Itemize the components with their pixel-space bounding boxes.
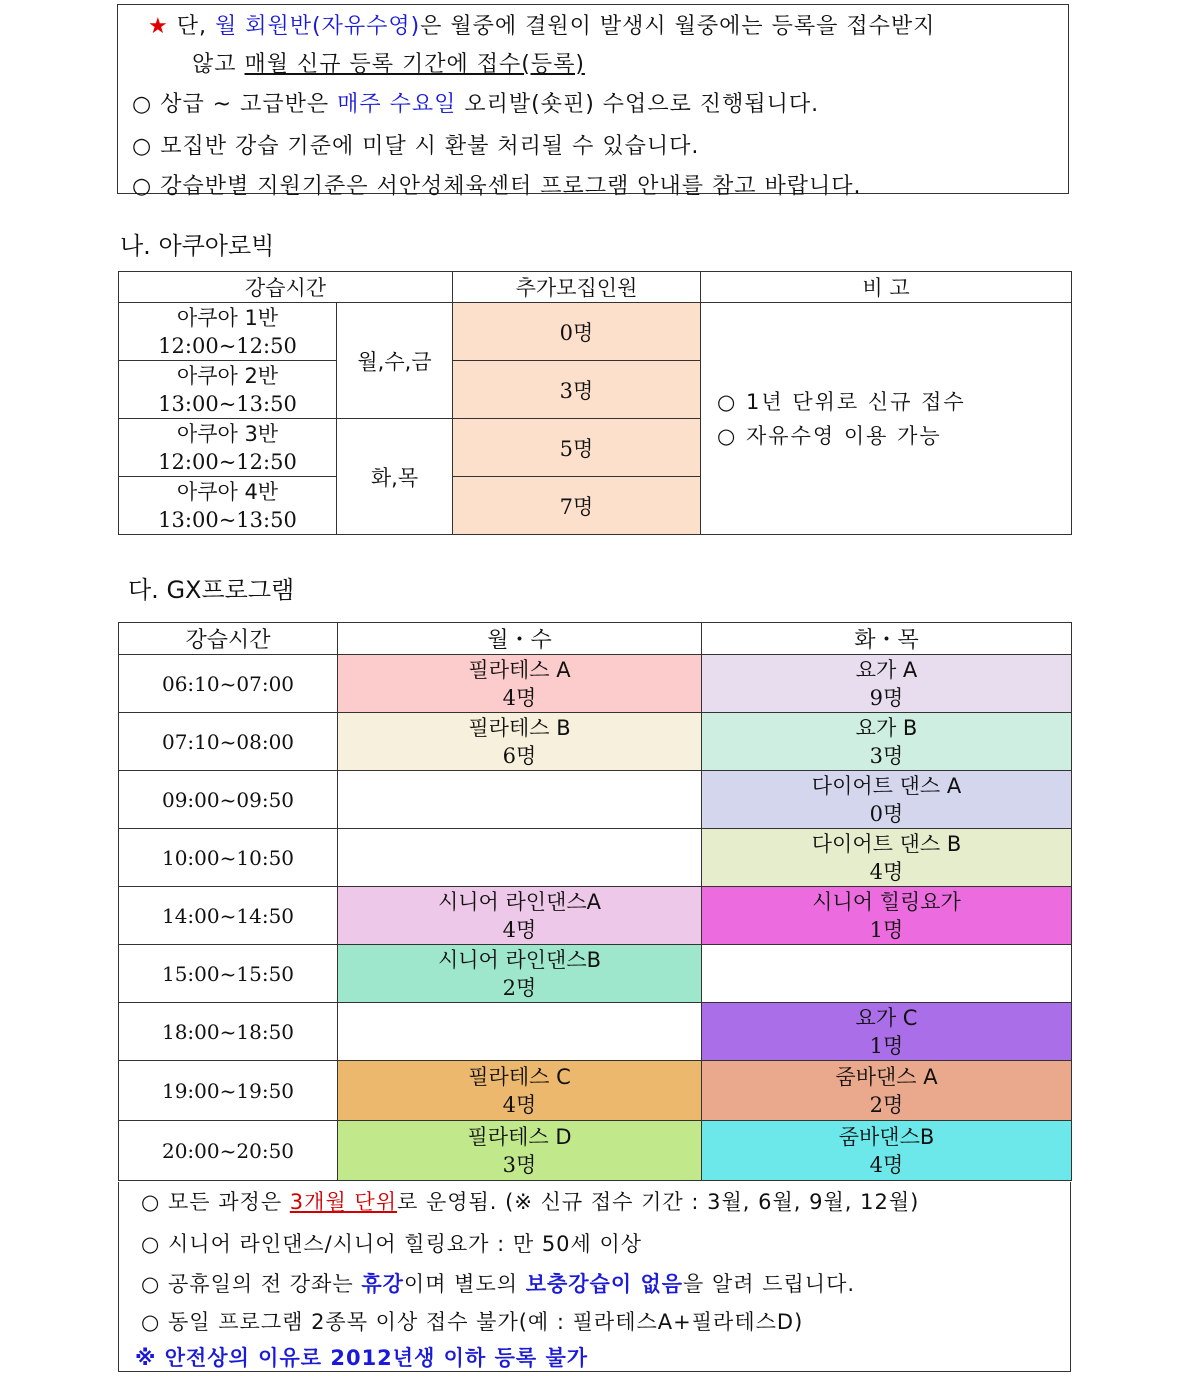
aqua-schedule-table [118,271,1072,535]
gx-header-mon-wed: 월・수 [338,623,702,655]
gx-header-row [119,623,1072,655]
program-count: 1명 [869,1033,904,1058]
class-time: 12:00~12:50 [158,333,297,358]
aqua-section-title: 나. 아쿠아로빅 [120,232,275,260]
note-highlight: 휴강 [361,1272,404,1296]
aqua-quota-cell: 5명 [453,419,701,477]
swim-notice-box [117,4,1069,199]
gx-time-cell: 06:10~07:00 [119,655,338,713]
class-name: 아쿠아 3반 [176,421,279,446]
aqua-header-quota: 추가모집인원 [453,272,701,303]
notice-line-2 [192,47,585,78]
class-time: 13:00~13:50 [158,391,297,416]
aqua-quota-cell: 3명 [453,361,701,419]
table-row [119,1003,1072,1061]
notice-line-5: ○ 강습반별 지원기준은 서안성체육센터 프로그램 안내를 참고 바랍니다. [132,174,862,199]
table-row [119,655,1072,713]
notice-line-1 [148,9,935,40]
program-name: 시니어 라인댄스B [437,947,602,972]
program-count: 2명 [502,975,537,1000]
program-name: 필라테스 C [468,1064,571,1089]
program-count: 3명 [869,743,904,768]
program-name: 줌바댄스B [838,1124,935,1149]
gx-time-cell: 07:10~08:00 [119,713,338,771]
aqua-days-cell: 화,목 [337,419,453,535]
table-row [119,1061,1072,1121]
note-text: ○ 공휴일의 전 강좌는 [141,1272,354,1296]
gx-time-cell: 09:00~09:50 [119,771,338,829]
gx-note-3 [141,1268,855,1298]
program-count: 4명 [869,859,904,884]
program-count: 2명 [869,1092,904,1117]
gx-notes-box [118,1182,1071,1372]
program-count: 6명 [502,743,537,768]
program-name: 다이어트 댄스 A [811,773,962,798]
gx-time-cell: 15:00~15:50 [119,945,338,1003]
gx-mon-wed-cell [338,1061,702,1121]
class-name: 아쿠아 4반 [176,479,279,504]
notice-highlight: 월 회원반(자유수영) [214,14,421,39]
table-row [119,829,1072,887]
gx-mon-wed-cell [338,1121,702,1181]
gx-mon-wed-cell [338,945,702,1003]
gx-tue-thu-cell [702,887,1072,945]
program-name: 요가 B [855,715,918,740]
notice-highlight: 매주 수요일 [337,92,457,117]
program-count: 4명 [869,1152,904,1177]
aqua-class-cell [119,303,337,361]
aqua-note-cell [701,303,1072,535]
program-count: 4명 [502,685,537,710]
aqua-days-cell: 월,수,금 [337,303,453,419]
table-row [119,887,1072,945]
table-row [119,713,1072,771]
note-text: ○ 모든 과정은 [141,1190,283,1214]
gx-header-tue-thu: 화・목 [702,623,1072,655]
aqua-class-cell [119,361,337,419]
class-time: 12:00~12:50 [158,449,297,474]
note-text: 을 알려 드립니다. [683,1272,856,1296]
program-name: 필라테스 D [467,1124,572,1149]
class-name: 아쿠아 2반 [176,363,279,388]
program-count: 9명 [869,685,904,710]
gx-note-2: ○ 시니어 라인댄스/시니어 힐링요가 : 만 50세 이상 [141,1232,643,1256]
gx-mon-wed-cell [338,887,702,945]
aqua-note-2: ○ 자유수영 이용 가능 [717,423,942,448]
program-name: 요가 C [855,1005,918,1030]
gx-time-cell: 14:00~14:50 [119,887,338,945]
gx-mon-wed-cell [338,713,702,771]
table-row [119,771,1072,829]
gx-header-time: 강습시간 [119,623,338,655]
gx-tue-thu-cell [702,713,1072,771]
aqua-header-time: 강습시간 [119,272,453,303]
program-name: 필라테스 A [468,657,571,682]
program-count: 4명 [502,917,537,942]
gx-tue-thu-cell [702,829,1072,887]
notice-text: ○ 상급 ~ 고급반은 [132,92,330,117]
star-icon: ★ [148,14,169,39]
program-count: 0명 [869,801,904,826]
aqua-quota-cell: 0명 [453,303,701,361]
program-name: 요가 A [855,657,918,682]
aqua-quota-cell: 7명 [453,477,701,535]
notice-text: 오리발(숏핀) 수업으로 진행됩니다. [464,92,820,117]
program-count: 3명 [502,1152,537,1177]
note-text: 로 운영됨. (※ 신규 접수 기간 : 3월, 6월, 9월, 12월) [396,1190,920,1214]
gx-mon-wed-cell [338,771,702,829]
gx-tue-thu-cell [702,1121,1072,1181]
class-name: 아쿠아 1반 [176,305,279,330]
notice-text: 단, [176,14,207,39]
program-name: 시니어 라인댄스A [437,889,602,914]
note-text: 이며 별도의 [403,1272,519,1296]
program-name: 필라테스 B [468,715,571,740]
aqua-header-row [119,272,1072,303]
gx-time-cell: 18:00~18:50 [119,1003,338,1061]
gx-tue-thu-cell [702,945,1072,1003]
notice-text: 않고 [192,52,237,77]
gx-mon-wed-cell [338,829,702,887]
gx-mon-wed-cell [338,1003,702,1061]
gx-tue-thu-cell [702,1061,1072,1121]
gx-tue-thu-cell [702,655,1072,713]
gx-time-cell: 20:00~20:50 [119,1121,338,1181]
aqua-note-1: ○ 1년 단위로 신규 접수 [717,389,966,414]
note-highlight: 3개월 단위 [289,1190,397,1214]
program-name: 다이어트 댄스 B [811,831,962,856]
notice-line-3 [132,87,819,118]
table-row [119,303,1072,361]
gx-section-title: 다. GX프로그램 [128,576,295,604]
gx-mon-wed-cell [338,655,702,713]
program-count: 1명 [869,917,904,942]
notice-text: 은 월중에 결원이 발생시 월중에는 등록을 접수받지 [420,14,936,39]
table-row [119,945,1072,1003]
notice-line-4: ○ 모집반 강습 기준에 미달 시 환불 처리될 수 있습니다. [132,134,700,159]
program-count: 4명 [502,1092,537,1117]
gx-note-4: ○ 동일 프로그램 2종목 이상 접수 불가(예 : 필라테스A+필라테스D) [141,1310,804,1334]
table-row [119,1121,1072,1181]
gx-tue-thu-cell [702,1003,1072,1061]
aqua-class-cell [119,477,337,535]
program-name: 시니어 힐링요가 [812,889,961,914]
class-time: 13:00~13:50 [158,507,297,532]
gx-schedule-table [118,622,1072,1181]
gx-time-cell: 19:00~19:50 [119,1061,338,1121]
gx-note-1 [141,1186,919,1216]
gx-tue-thu-cell [702,771,1072,829]
gx-warning: ※ 안전상의 이유로 2012년생 이하 등록 불가 [135,1346,589,1370]
program-name: 줌바댄스 A [835,1064,938,1089]
aqua-class-cell [119,419,337,477]
aqua-header-note: 비 고 [701,272,1072,303]
gx-time-cell: 10:00~10:50 [119,829,338,887]
notice-underlined: 매월 신규 등록 기간에 접수(등록) [244,52,585,77]
note-highlight: 보충강습이 없음 [525,1272,684,1296]
